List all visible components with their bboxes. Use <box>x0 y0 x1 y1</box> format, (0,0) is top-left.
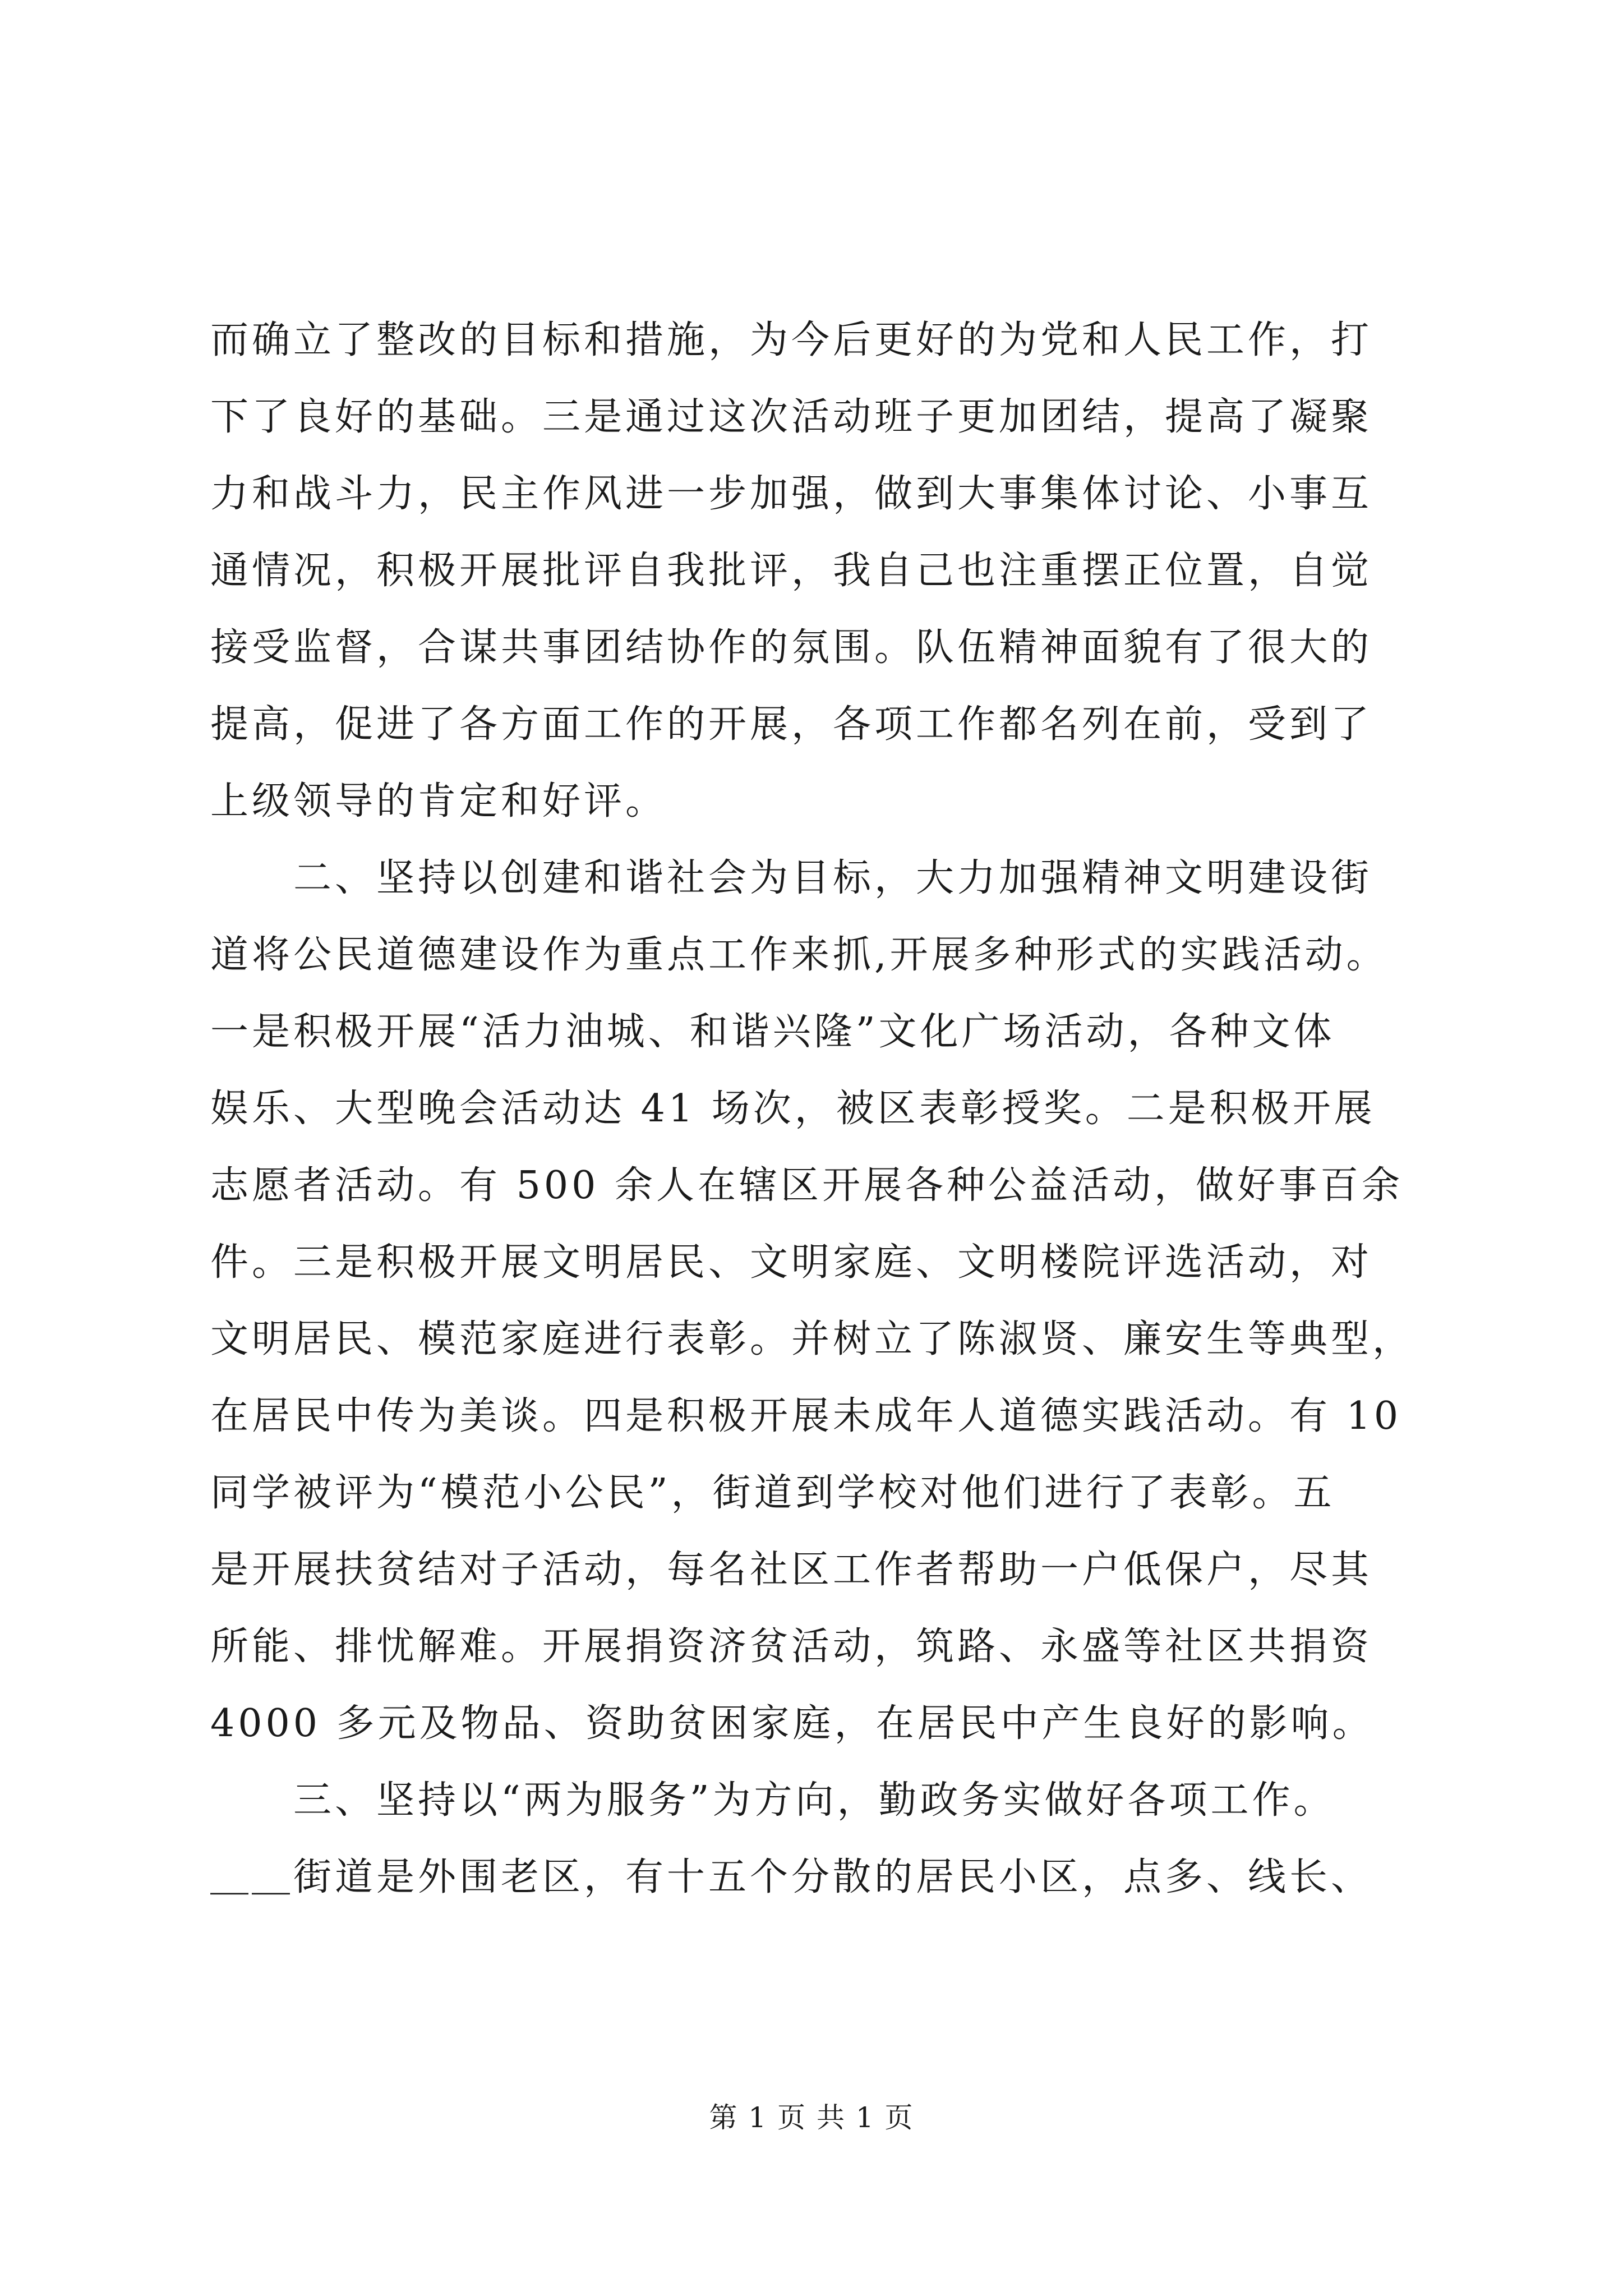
text-line: ＿＿街道是外围老区，有十五个分散的居民小区，点多、线长、 <box>210 1855 1373 1899</box>
body-text <box>210 302 1422 1916</box>
text-line: 件。三是积极开展文明居民、文明家庭、文明楼院评选活动，对 <box>210 1240 1373 1285</box>
text-line: 同学被评为“模范小公民”，街道到学校对他们进行了表彰。五 <box>210 1471 1335 1515</box>
text-line: 娱乐、大型晚会活动达 41 场次，被区表彰授奖。二是积极开展 <box>210 1087 1376 1131</box>
text-line: 力和战斗力，民主作风进一步加强，做到大事集体讨论、小事互 <box>210 472 1373 516</box>
text-line: 4000 多元及物品、资助贫困家庭，在居民中产生良好的影响。 <box>210 1701 1374 1746</box>
text-line: 提高，促进了各方面工作的开展，各项工作都名列在前，受到了 <box>210 702 1373 747</box>
text-line: 一是积极开展“活力油城、和谐兴隆”文化广场活动，各种文体 <box>210 1010 1335 1054</box>
text-line: 所能、排忧解难。开展捐资济贫活动，筑路、永盛等社区共捐资 <box>210 1625 1373 1669</box>
text-line: 是开展扶贫结对子活动，每名社区工作者帮助一户低保户，尽其 <box>210 1548 1373 1592</box>
text-line: 在居民中传为美谈。四是积极开展未成年人道德实践活动。有 10 <box>210 1394 1402 1438</box>
text-line: 道将公民道德建设作为重点工作来抓,开展多种形式的实践活动。 <box>210 933 1388 977</box>
text-line: 通情况，积极开展批评自我批评，我自己也注重摆正位置，自觉 <box>210 549 1373 593</box>
text-line: 三、坚持以“两为服务”为方向，勤政务实做好各项工作。 <box>210 1778 1335 1823</box>
text-line: 下了良好的基础。三是通过这次活动班子更加团结，提高了凝聚 <box>210 395 1373 439</box>
text-line: 文明居民、模范家庭进行表彰。并树立了陈淑贤、廉安生等典型， <box>210 1317 1414 1361</box>
page-footer: 第 1 页 共 1 页 <box>709 2101 914 2134</box>
text-line: 上级领导的肯定和好评。 <box>210 779 667 823</box>
text-line: 而确立了整改的目标和措施，为今后更好的为党和人民工作，打 <box>210 318 1373 362</box>
text-line: 志愿者活动。有 500 余人在辖区开展各种公益活动，做好事百余 <box>210 1163 1404 1208</box>
text-line: 接受监督，合谋共事团结协作的氛围。队伍精神面貌有了很大的 <box>210 625 1373 670</box>
text-line: 二、坚持以创建和谐社会为目标，大力加强精神文明建设街 <box>210 856 1373 900</box>
